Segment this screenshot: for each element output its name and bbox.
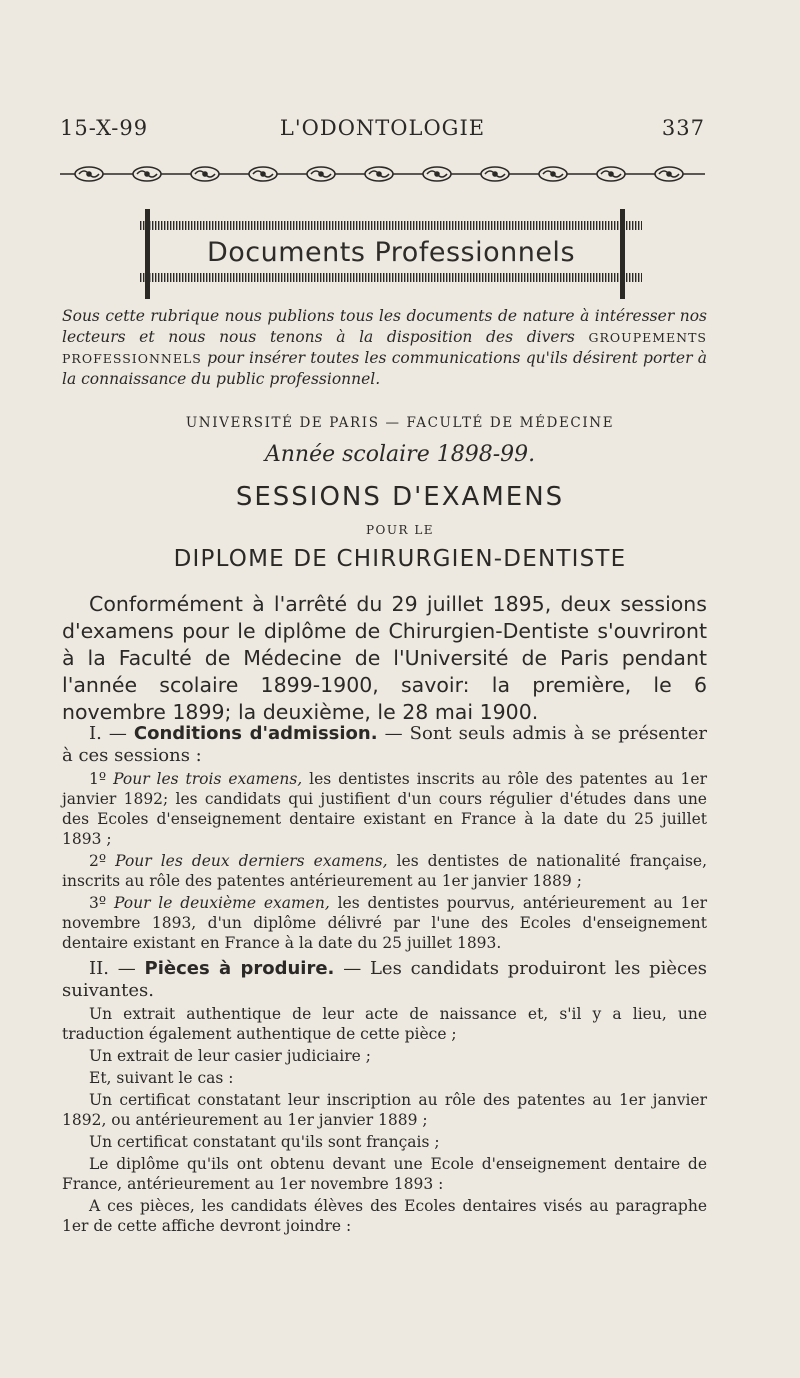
sessions-title: SESSIONS D'EXAMENS	[235, 482, 565, 512]
section-banner	[140, 207, 642, 299]
section-2-number: II. —	[89, 958, 145, 979]
banner-title: Documents Professionnels	[206, 237, 576, 268]
ornamental-rule	[60, 163, 705, 185]
section-admission	[62, 723, 707, 955]
main-paragraph: Conformément à l'arrêté du 29 juillet 1895, deux sessions d'examens pour le diplôme de Chirurgien-Dentiste s'ouvriront à la Faculté de Médecine de l'Université de Paris pendant l'année scolaire 1899-1900, savoir: la première, le 6 novembre 1899; la deuxième, le 28 mai 1900.	[62, 592, 707, 724]
section-2-text: — Les candidats produiront les pièces suivantes.	[62, 958, 708, 1001]
document-item: Le diplôme qu'ils ont obtenu devant une Ecole d'enseignement dentaire de France, antérieurement au 1er novembre 1893 :	[62, 1155, 707, 1193]
section-1-title: Conditions d'admission.	[133, 723, 378, 744]
diploma-title: DIPLOME DE CHIRURGIEN-DENTISTE	[173, 546, 627, 572]
section-documents	[62, 958, 707, 1238]
item-text: les dentistes pourvus, antérieurement au 1er novembre 1893, d'un diplôme délivré par l'une des Ecoles d'enseignement dentaire existant en France à la date du 25 juillet 1893.	[62, 894, 707, 952]
intro-smallcaps: GROUPEMENTS PROFESSIONNELS	[62, 330, 707, 366]
item-lead: Pour le deuxième examen,	[113, 894, 330, 912]
section-2-title: Pièces à produire.	[144, 958, 335, 979]
intro-paragraph	[62, 306, 707, 390]
journal-title: L'ODONTOLOGIE	[279, 116, 486, 140]
condition-item	[62, 769, 707, 849]
condition-item	[62, 893, 707, 953]
issue-date: 15-X-99	[60, 116, 149, 140]
condition-item	[62, 851, 707, 891]
document-item: A ces pièces, les candidats élèves des Ecoles dentaires visés au paragraphe 1er de cette affiche devront joindre :	[62, 1197, 707, 1235]
document-item: Un certificat constatant qu'ils sont français ;	[89, 1133, 440, 1151]
pour-le: POUR LE	[365, 523, 435, 537]
section-1-text: — Sont seuls admis à se présenter à ces sessions :	[62, 723, 707, 766]
section-1-number: I. —	[89, 723, 134, 744]
item-lead: Pour les deux derniers examens,	[115, 852, 388, 870]
item-text: les dentistes de nationalité française, inscrits au rôle des patentes antérieurement au 1er janvier 1889 ;	[62, 852, 707, 890]
document-item: Et, suivant le cas :	[89, 1069, 234, 1087]
section-1-heading	[62, 723, 707, 767]
intro-text-1: Sous cette rubrique nous publions tous les documents de nature à intéresser nos lecteurs et nous nous tenons à la disposition des divers	[62, 307, 707, 346]
school-year: Année scolaire 1898-99.	[264, 442, 536, 467]
document-item: Un extrait authentique de leur acte de naissance et, s'il y a lieu, une traduction également authentique de cette pièce ;	[62, 1005, 707, 1043]
section-2-heading	[62, 958, 707, 1002]
item-number: 1º	[89, 770, 114, 788]
document-item: Un certificat constatant leur inscription au rôle des patentes au 1er janvier 1892, ou antérieurement au 1er janvier 1889 ;	[62, 1091, 707, 1129]
item-number: 3º	[89, 894, 114, 912]
item-number: 2º	[89, 852, 116, 870]
intro-text-2: pour insérer toutes les communications qu'ils désirent porter à la connaissance du public professionnel.	[62, 349, 707, 388]
item-text: les dentistes inscrits au rôle des patentes au 1er janvier 1892; les candidats qui justifient d'un cours régulier d'études dans une des Ecoles d'enseignement dentaire existant en France à la date du 25 juillet 1893 ;	[62, 770, 707, 848]
page-number: 337	[661, 116, 705, 140]
item-lead: Pour les trois examens,	[113, 770, 303, 788]
document-item: Un extrait de leur casier judiciaire ;	[89, 1047, 371, 1065]
running-head	[60, 116, 705, 146]
university-line: UNIVERSITÉ DE PARIS — FACULTÉ DE MÉDECINE	[185, 415, 615, 431]
